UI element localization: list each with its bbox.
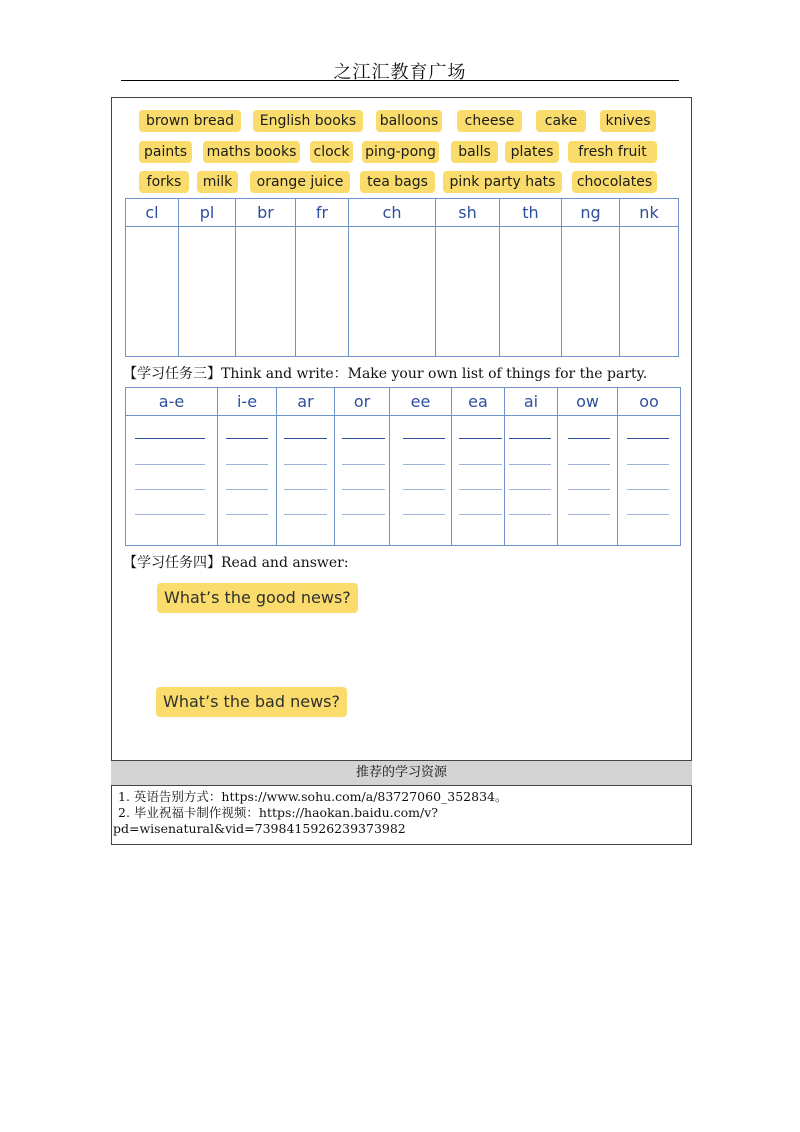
writing-line (509, 438, 551, 439)
task3-label: 【学习任务三】Think and write：Make your own list of things for the party. (123, 366, 648, 382)
vowel-cell[interactable] (505, 416, 558, 546)
writing-line (342, 438, 385, 439)
sort-cell[interactable] (436, 227, 500, 357)
vowel-cell[interactable] (335, 416, 390, 546)
writing-line (459, 489, 502, 490)
word-bank-item: orange juice (250, 171, 350, 193)
question-bad-news: What’s the bad news? (156, 687, 347, 717)
sort-cell[interactable] (179, 227, 236, 357)
writing-line (627, 514, 669, 515)
writing-line (627, 464, 669, 465)
writing-line (342, 489, 385, 490)
word-bank-item: cake (536, 110, 586, 132)
word-bank-item: balls (451, 141, 498, 163)
sort-cell[interactable] (236, 227, 296, 357)
resource-item: 1. 英语告别方式：https://www.sohu.com/a/83727060_352834。 (118, 789, 508, 804)
vowel-cell[interactable] (452, 416, 505, 546)
sort-table-header: pl (179, 199, 236, 227)
sort-table-header: br (236, 199, 296, 227)
question-good-news: What’s the good news? (157, 583, 358, 613)
sort-cell[interactable] (296, 227, 349, 357)
vowel-table-header: ow (558, 388, 618, 416)
resource-item: pd=wisenatural&vid=7398415926239373982 (113, 821, 406, 836)
writing-line (135, 489, 205, 490)
writing-line (226, 438, 268, 439)
writing-line (135, 438, 205, 439)
word-bank-item: plates (505, 141, 559, 163)
task4-label: 【学习任务四】Read and answer: (123, 555, 349, 571)
writing-line (568, 514, 610, 515)
word-bank-item: paints (139, 141, 192, 163)
writing-line (135, 514, 205, 515)
sort-table-header: nk (620, 199, 679, 227)
writing-line (342, 514, 385, 515)
vowel-table (125, 387, 681, 546)
writing-line (509, 464, 551, 465)
sort-cell[interactable] (620, 227, 679, 357)
writing-line (459, 464, 502, 465)
vowel-table-header: a-e (126, 388, 218, 416)
writing-line (403, 489, 445, 490)
writing-line (135, 464, 205, 465)
word-bank-item: pink party hats (443, 171, 562, 193)
writing-line (403, 438, 445, 439)
vowel-cell[interactable] (390, 416, 452, 546)
sort-cell[interactable] (500, 227, 562, 357)
writing-line (284, 438, 327, 439)
word-bank-item: milk (197, 171, 238, 193)
writing-line (226, 489, 268, 490)
sort-table (125, 198, 679, 357)
vowel-cell[interactable] (618, 416, 681, 546)
writing-line (509, 514, 551, 515)
word-bank-item: knives (600, 110, 656, 132)
vowel-table-header: or (335, 388, 390, 416)
writing-line (568, 464, 610, 465)
writing-line (403, 514, 445, 515)
word-bank-item: cheese (457, 110, 522, 132)
vowel-table-header: i-e (218, 388, 277, 416)
word-bank-item: tea bags (360, 171, 435, 193)
vowel-table-header: ar (277, 388, 335, 416)
word-bank-item: brown bread (139, 110, 241, 132)
writing-line (627, 489, 669, 490)
writing-line (568, 438, 610, 439)
writing-line (342, 464, 385, 465)
header-title: 之江汇教育广场 (333, 62, 467, 83)
word-bank-item: ping-pong (362, 141, 439, 163)
writing-line (284, 514, 327, 515)
sort-cell[interactable] (126, 227, 179, 357)
writing-line (627, 438, 669, 439)
sort-cell[interactable] (349, 227, 436, 357)
sort-table-header: th (500, 199, 562, 227)
word-bank-item: forks (139, 171, 189, 193)
vowel-cell[interactable] (218, 416, 277, 546)
word-bank-item: English books (253, 110, 363, 132)
sort-cell[interactable] (562, 227, 620, 357)
vowel-cell[interactable] (558, 416, 618, 546)
header-divider (121, 80, 679, 81)
sort-table-header: ch (349, 199, 436, 227)
resources-heading: 推荐的学习资源 (111, 760, 692, 786)
sort-table-header: sh (436, 199, 500, 227)
word-bank-item: maths books (203, 141, 300, 163)
word-bank-item: clock (310, 141, 353, 163)
writing-line (568, 489, 610, 490)
sort-table-header: ng (562, 199, 620, 227)
vowel-table-header: oo (618, 388, 681, 416)
word-bank-item: chocolates (572, 171, 657, 193)
writing-line (459, 438, 502, 439)
writing-line (459, 514, 502, 515)
sort-table-header: fr (296, 199, 349, 227)
writing-line (226, 514, 268, 515)
vowel-table-header: ea (452, 388, 505, 416)
writing-line (284, 489, 327, 490)
writing-line (403, 464, 445, 465)
vowel-table-header: ee (390, 388, 452, 416)
sort-table-header: cl (126, 199, 179, 227)
writing-line (509, 489, 551, 490)
vowel-cell[interactable] (126, 416, 218, 546)
vowel-cell[interactable] (277, 416, 335, 546)
writing-line (226, 464, 268, 465)
vowel-table-header: ai (505, 388, 558, 416)
word-bank-item: fresh fruit (568, 141, 657, 163)
word-bank-item: balloons (376, 110, 442, 132)
writing-line (284, 464, 327, 465)
resource-item: 2. 毕业祝福卡制作视频：https://haokan.baidu.com/v? (118, 805, 438, 820)
